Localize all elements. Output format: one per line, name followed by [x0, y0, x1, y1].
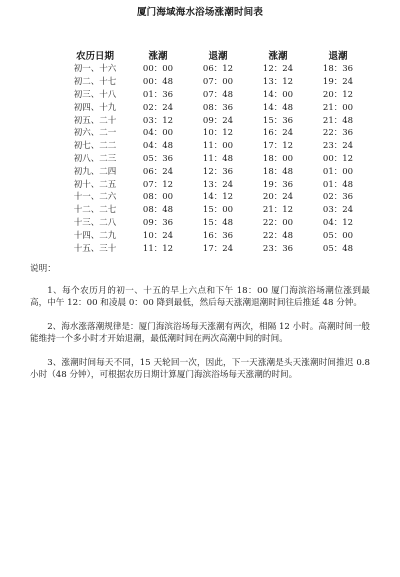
tide-time-cell: 16：36 [202, 230, 234, 241]
table-row [62, 152, 368, 165]
tide-time-cell: 13：24 [202, 179, 234, 190]
tide-time-cell: 02：24 [142, 102, 174, 113]
lunar-date-cell: 初一、十六 [73, 64, 117, 75]
lunar-date-cell: 初三、十八 [73, 89, 117, 100]
notes-heading: 说明： [30, 264, 56, 274]
lunar-date-cell: 初六、二一 [73, 128, 117, 139]
table-row [62, 241, 368, 254]
tide-time-cell: 22：36 [322, 128, 354, 139]
lunar-date-cell: 十五、三十 [73, 243, 117, 254]
tide-time-cell: 13：12 [262, 77, 294, 88]
tide-time-cell: 11：12 [142, 243, 174, 254]
tide-time-cell: 08：48 [142, 205, 174, 216]
tide-time-cell: 11：00 [202, 141, 234, 152]
column-header: 退潮 [328, 51, 348, 62]
lunar-date-cell: 十四、二九 [73, 230, 117, 241]
tide-time-cell: 05：00 [322, 230, 354, 241]
note-paragraph-3: 3、涨潮时间每天不同，15 天轮回一次，因此，下一天涨潮是头天涨潮时间推迟 0.8 小时（48 分钟），可根据农历日期计算厦门海滨浴场每天涨潮的时间。 [30, 358, 370, 380]
tide-time-cell: 20：24 [262, 192, 294, 203]
tide-time-cell: 23：24 [322, 141, 354, 152]
tide-time-cell: 21：12 [262, 205, 294, 216]
tide-time-cell: 01：36 [142, 89, 174, 100]
lunar-date-cell: 十一、二六 [73, 192, 117, 203]
tide-table-header [62, 48, 368, 62]
lunar-date-cell: 初九、二四 [73, 166, 117, 177]
tide-time-cell: 06：24 [142, 166, 174, 177]
page-title: 厦门海域海水浴场涨潮时间表 [136, 7, 264, 18]
table-row [62, 203, 368, 216]
tide-time-cell: 19：24 [322, 77, 354, 88]
tide-time-cell: 22：48 [262, 230, 294, 241]
lunar-date-cell: 初二、十七 [73, 77, 117, 88]
tide-time-cell: 08：00 [142, 192, 174, 203]
tide-time-cell: 11：48 [202, 153, 234, 164]
table-row [62, 100, 368, 113]
tide-time-cell: 14：12 [202, 192, 234, 203]
lunar-date-cell: 初七、二二 [73, 141, 117, 152]
table-row [62, 62, 368, 75]
tide-time-cell: 10：12 [202, 128, 234, 139]
table-row [62, 164, 368, 177]
tide-time-cell: 04：12 [322, 217, 354, 228]
column-header: 涨潮 [268, 51, 288, 62]
tide-time-cell: 16：24 [262, 128, 294, 139]
tide-time-cell: 04：48 [142, 141, 174, 152]
table-row [62, 216, 368, 229]
tide-time-cell: 05：48 [322, 243, 354, 254]
tide-time-cell: 21：00 [322, 102, 354, 113]
tide-time-cell: 10：24 [142, 230, 174, 241]
table-row [62, 228, 368, 241]
lunar-date-cell: 初十、二五 [73, 179, 117, 190]
tide-time-cell: 22：00 [262, 217, 294, 228]
tide-table [62, 48, 368, 254]
tide-time-cell: 01：48 [322, 179, 354, 190]
table-row [62, 88, 368, 101]
tide-time-cell: 03：24 [322, 205, 354, 216]
table-row [62, 126, 368, 139]
tide-time-cell: 19：36 [262, 179, 294, 190]
column-header: 农历日期 [75, 51, 114, 62]
lunar-date-cell: 初五、二十 [73, 115, 117, 126]
tide-time-cell: 15：48 [202, 217, 234, 228]
lunar-date-cell: 十三、二八 [73, 217, 117, 228]
tide-time-cell: 12：24 [262, 64, 294, 75]
tide-time-cell: 21：48 [322, 115, 354, 126]
tide-time-cell: 03：12 [142, 115, 174, 126]
tide-time-cell: 09：24 [202, 115, 234, 126]
tide-time-cell: 01：00 [322, 166, 354, 177]
tide-time-cell: 00：00 [142, 64, 174, 75]
tide-time-cell: 18：48 [262, 166, 294, 177]
tide-time-cell: 00：12 [322, 153, 354, 164]
tide-time-cell: 08：36 [202, 102, 234, 113]
tide-time-cell: 18：00 [262, 153, 294, 164]
header-row [62, 48, 368, 62]
table-row [62, 139, 368, 152]
tide-time-cell: 15：00 [202, 205, 234, 216]
tide-time-cell: 14：00 [262, 89, 294, 100]
tide-time-cell: 02：36 [322, 192, 354, 203]
notes-section [30, 263, 370, 393]
tide-time-cell: 17：24 [202, 243, 234, 254]
column-header: 退潮 [208, 51, 228, 62]
tide-time-cell: 07：00 [202, 77, 234, 88]
tide-time-cell: 00：48 [142, 77, 174, 88]
tide-time-cell: 05：36 [142, 153, 174, 164]
tide-time-cell: 15：36 [262, 115, 294, 126]
lunar-date-cell: 初八、二三 [73, 153, 117, 164]
tide-time-cell: 09：36 [142, 217, 174, 228]
column-header: 涨潮 [148, 51, 168, 62]
tide-time-cell: 17：12 [262, 141, 294, 152]
tide-time-cell: 20：12 [322, 89, 354, 100]
lunar-date-cell: 十二、二七 [73, 205, 117, 216]
tide-time-cell: 04：00 [142, 128, 174, 139]
tide-table-body [62, 62, 368, 254]
tide-time-cell: 07：12 [142, 179, 174, 190]
table-row [62, 190, 368, 203]
tide-time-cell: 14：48 [262, 102, 294, 113]
note-paragraph-1: 1、每个农历月的初一、十五的早上六点和下午 18：00 厦门海滨浴场潮位涨到最高，中午 12：00 和凌晨 0：00 降到最低，然后每天涨潮退潮时间往后推延 48 分钟。 [30, 286, 370, 308]
tide-time-cell: 18：36 [322, 64, 354, 75]
tide-time-cell: 07：48 [202, 89, 234, 100]
tide-time-cell: 12：36 [202, 166, 234, 177]
note-paragraph-2: 2、海水涨落潮规律是：厦门海滨浴场每天涨潮有两次，相隔 12 小时。高潮时间一般能维持一个多小时才开始退潮，最低潮时间在两次高潮中间的时间。 [30, 322, 370, 344]
tide-time-cell: 06：12 [202, 64, 234, 75]
table-row [62, 113, 368, 126]
tide-time-cell: 23：36 [262, 243, 294, 254]
lunar-date-cell: 初四、十九 [73, 102, 117, 113]
table-row [62, 177, 368, 190]
table-row [62, 75, 368, 88]
